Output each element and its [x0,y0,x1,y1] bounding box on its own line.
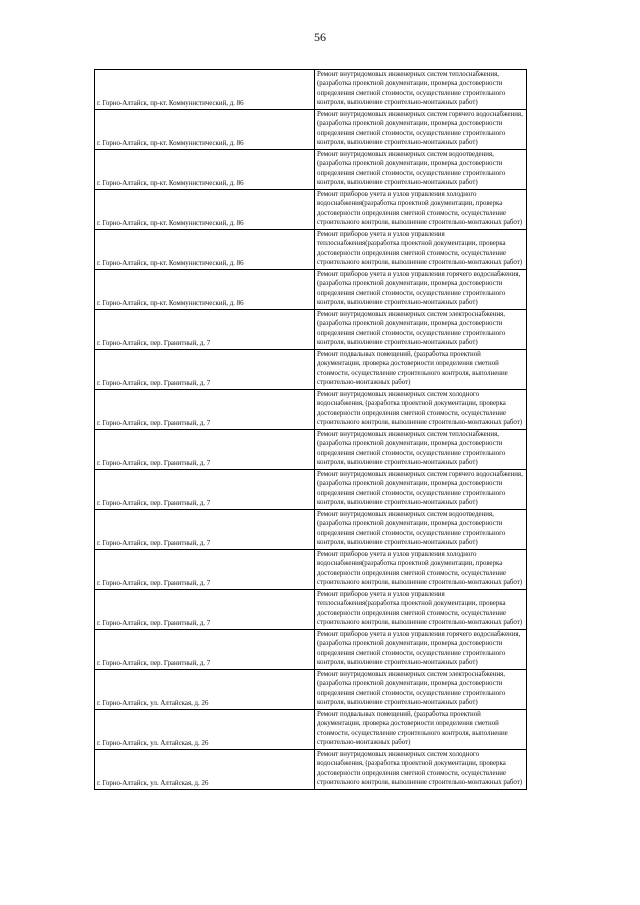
work-description-text: Ремонт приборов учета и узлов управления холодного водоснабжения(разработка проектной документации, проверка достоверности определения сметной стоимости, осуществление строительного контроля, выполнение строительно-монтажных работ) [317,191,523,226]
work-description-text: Ремонт внутридомовых инженерных систем водоотведения, (разработка проектной документации, проверка достоверности определения сметной стоимости, осуществление строительного контроля, выполнение строительно-монтажных работ) [317,511,506,546]
work-description-cell [315,350,527,390]
address-cell: г. Горно-Алтайск, ул. Алтайская, д. 26 [95,670,315,710]
table-row [95,590,527,630]
work-description-text: Ремонт приборов учета и узлов управления горячего водоснабжения, (разработка проектной документации, проверка достоверности определения сметной стоимости, осуществление строительного контроля, выполнение строительно-монтажных работ) [317,631,521,666]
address-cell: г. Горно-Алтайск, пер. Гранитный, д. 7 [95,630,315,670]
table-row [95,390,527,430]
work-description-text: Ремонт приборов учета и узлов управления горячего водоснабжения, (разработка проектной документации, проверка достоверности определения сметной стоимости, осуществление строительного контроля, выполнение строительно-монтажных работ) [317,271,521,306]
table-row [95,230,527,270]
work-description-cell [315,470,527,510]
work-description-cell [315,670,527,710]
address-cell: г. Горно-Алтайск, пр-кт. Коммунистический, д. 86 [95,190,315,230]
table-row [95,710,527,750]
work-description-cell [315,230,527,270]
work-description-cell [315,550,527,590]
work-description-cell [315,190,527,230]
work-description-text: Ремонт приборов учета и узлов управления теплоснабжения(разработка проектной документации, проверка достоверности определения сметной стоимости, осуществление строительного контроля, выполнение строительно-монтажных работ) [317,231,523,266]
work-description-text: Ремонт внутридомовых инженерных систем электроснабжения, (разработка проектной документации, проверка достоверности определения сметной стоимости, осуществление строительного контроля, выполнение строительно-монтажных работ) [317,671,506,706]
table-row [95,150,527,190]
work-description-cell [315,270,527,310]
table-row [95,470,527,510]
address-cell: г. Горно-Алтайск, пр-кт. Коммунистический, д. 86 [95,70,315,110]
address-cell: г. Горно-Алтайск, пр-кт. Коммунистический, д. 86 [95,270,315,310]
table-row [95,750,527,790]
address-cell: г. Горно-Алтайск, пер. Гранитный, д. 7 [95,510,315,550]
address-cell: г. Горно-Алтайск, пр-кт. Коммунистический, д. 86 [95,150,315,190]
address-cell: г. Горно-Алтайск, пер. Гранитный, д. 7 [95,310,315,350]
address-cell: г. Горно-Алтайск, пер. Гранитный, д. 7 [95,550,315,590]
work-description-cell [315,390,527,430]
table-row [95,110,527,150]
work-description-text: Ремонт внутридомовых инженерных систем теплоснабжения, (разработка проектной документации, проверка достоверности определения сметной стоимости, осуществление строительного контроля, выполнение строительно-монтажных работ) [317,71,506,106]
address-cell: г. Горно-Алтайск, ул. Алтайская, д. 26 [95,750,315,790]
work-description-cell [315,110,527,150]
work-description-text: Ремонт подвальных помещений, (разработка проектной документации, проверка достоверности определения сметной стоимости, осуществление строительного контроля, выполнение строительно-монтажных работ) [317,351,508,386]
page-number: 56 [314,30,326,44]
works-table [94,69,527,790]
table-row [95,190,527,230]
work-description-cell [315,150,527,190]
table-row [95,510,527,550]
work-description-text: Ремонт подвальных помещений, (разработка проектной документации, проверка достоверности определения сметной стоимости, осуществление строительного контроля, выполнение строительно-монтажных работ) [317,711,508,746]
address-cell: г. Горно-Алтайск, пер. Гранитный, д. 7 [95,430,315,470]
address-cell: г. Горно-Алтайск, ул. Алтайская, д. 26 [95,710,315,750]
work-description-cell [315,590,527,630]
table-row [95,350,527,390]
address-cell: г. Горно-Алтайск, пер. Гранитный, д. 7 [95,390,315,430]
table-row [95,670,527,710]
table-row [95,630,527,670]
work-description-text: Ремонт внутридомовых инженерных систем холодного водоснабжения, (разработка проектной документации, проверка достоверности определения сметной стоимости, осуществление строительного контроля, выполнение строительно-монтажных работ) [317,391,523,426]
work-description-text: Ремонт приборов учета и узлов управления холодного водоснабжения(разработка проектной документации, проверка достоверности определения сметной стоимости, осуществление строительного контроля, выполнение строительно-монтажных работ) [317,551,523,586]
table-row [95,550,527,590]
work-description-cell [315,510,527,550]
table-row [95,430,527,470]
table-row [95,270,527,310]
table-row [95,310,527,350]
work-description-text: Ремонт внутридомовых инженерных систем теплоснабжения, (разработка проектной документации, проверка достоверности определения сметной стоимости, осуществление строительного контроля, выполнение строительно-монтажных работ) [317,431,506,466]
work-description-cell [315,750,527,790]
address-cell: г. Горно-Алтайск, пер. Гранитный, д. 7 [95,350,315,390]
address-cell: г. Горно-Алтайск, пр-кт. Коммунистический, д. 86 [95,110,315,150]
address-cell: г. Горно-Алтайск, пер. Гранитный, д. 7 [95,590,315,630]
table-row [95,70,527,110]
work-description-cell [315,710,527,750]
work-description-text: Ремонт внутридомовых инженерных систем горячего водоснабжения, (разработка проектной документации, проверка достоверности определения сметной стоимости, осуществление строительного контроля, выполнение строительно-монтажных работ) [317,111,523,146]
table-body [95,70,527,790]
work-description-cell [315,430,527,470]
work-description-text: Ремонт внутридомовых инженерных систем водоотведения, (разработка проектной документации, проверка достоверности определения сметной стоимости, осуществление строительного контроля, выполнение строительно-монтажных работ) [317,151,506,186]
work-description-text: Ремонт приборов учета и узлов управления теплоснабжения(разработка проектной документации, проверка достоверности определения сметной стоимости, осуществление строительного контроля, выполнение строительно-монтажных работ) [317,591,523,626]
work-description-text: Ремонт внутридомовых инженерных систем электроснабжения, (разработка проектной документации, проверка достоверности определения сметной стоимости, осуществление строительного контроля, выполнение строительно-монтажных работ) [317,311,506,346]
work-description-cell [315,310,527,350]
work-description-text: Ремонт внутридомовых инженерных систем горячего водоснабжения, (разработка проектной документации, проверка достоверности определения сметной стоимости, осуществление строительного контроля, выполнение строительно-монтажных работ) [317,471,523,506]
work-description-cell [315,70,527,110]
address-cell: г. Горно-Алтайск, пер. Гранитный, д. 7 [95,470,315,510]
work-description-text: Ремонт внутридомовых инженерных систем холодного водоснабжения, (разработка проектной документации, проверка достоверности определения сметной стоимости, осуществление строительного контроля, выполнение строительно-монтажных работ) [317,751,523,786]
address-cell: г. Горно-Алтайск, пр-кт. Коммунистический, д. 86 [95,230,315,270]
work-description-cell [315,630,527,670]
